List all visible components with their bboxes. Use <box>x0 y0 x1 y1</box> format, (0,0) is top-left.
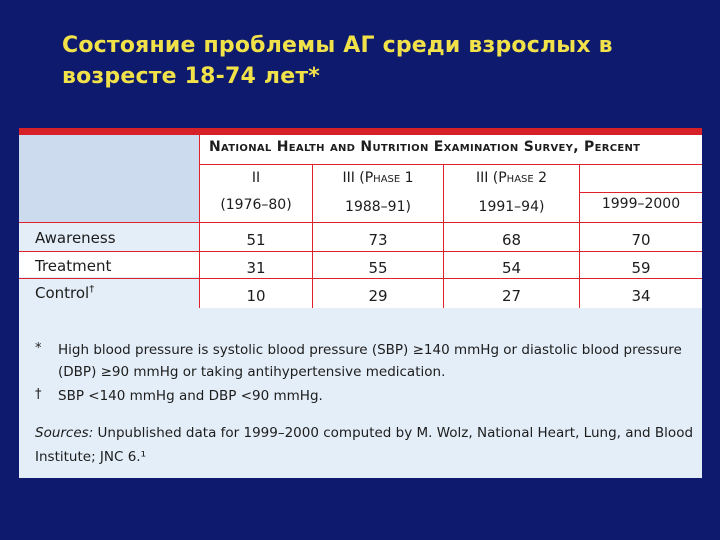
footnote-mark-asterisk: * <box>35 341 42 356</box>
sources-note <box>35 421 695 469</box>
survey-title: National Health and Nutrition Examination Survey, Percent <box>209 139 641 155</box>
table-cell: 68 <box>501 231 522 249</box>
table-top-bar <box>19 128 702 135</box>
table-cell: 51 <box>246 231 266 249</box>
slide-title-line-1: Состояние проблемы АГ среди взрослых в <box>62 33 613 58</box>
header-rule-bottom <box>19 222 702 223</box>
column-header-phase-3: III (Phase 2 <box>475 170 548 186</box>
header-rule-top <box>199 164 702 165</box>
row-label-treatment: Treatment <box>35 257 112 275</box>
footnote-hypertension-definition: High blood pressure is systolic blood pressure (SBP) ≥140 mmHg or diastolic blood pressure (DBP) ≥90 mmHg or taking antihypertensive medication. <box>58 342 682 380</box>
table-panel <box>19 128 702 478</box>
table-cell: 59 <box>631 259 651 277</box>
column-header-years-4: 1999–2000 <box>601 196 681 212</box>
row-label-awareness: Awareness <box>35 229 116 247</box>
table-cell: 73 <box>368 231 388 249</box>
row-label-control: Control† <box>35 284 95 302</box>
column-header-years-3: 1991–94) <box>478 199 545 215</box>
table-cell: 27 <box>501 287 522 305</box>
table-cell: 29 <box>368 287 388 305</box>
sources-text: Unpublished data for 1999–2000 computed by M. Wolz, National Heart, Lung, and Blood Institute; JNC 6.¹ <box>35 425 694 465</box>
column-header-years-1: (1976–80) <box>220 197 292 213</box>
table-cell: 55 <box>368 259 388 277</box>
table-cell: 70 <box>631 231 651 249</box>
dagger-mark: † <box>89 284 95 295</box>
row-rule-2 <box>19 278 702 279</box>
table-cell: 34 <box>631 287 651 305</box>
sources-label: Sources: <box>35 425 94 441</box>
column-header-phase-1: II <box>251 170 261 186</box>
row-rule-1 <box>19 251 702 252</box>
footnote-mark-dagger: † <box>35 387 42 402</box>
slide-title <box>62 30 702 92</box>
table-cell: 31 <box>246 259 266 277</box>
column-header-years-2: 1988–91) <box>345 199 411 215</box>
slide-title-line-2: возресте 18-74 лет* <box>62 64 320 89</box>
column-rule-1 <box>199 135 200 308</box>
column-header-phase-2: III (Phase 1 <box>342 170 414 186</box>
table-cell: 54 <box>501 259 522 277</box>
table-cell: 10 <box>246 287 266 305</box>
header-rule-last-col <box>579 192 702 193</box>
footnote-control-definition: SBP <140 mmHg and DBP <90 mmHg. <box>58 388 323 404</box>
